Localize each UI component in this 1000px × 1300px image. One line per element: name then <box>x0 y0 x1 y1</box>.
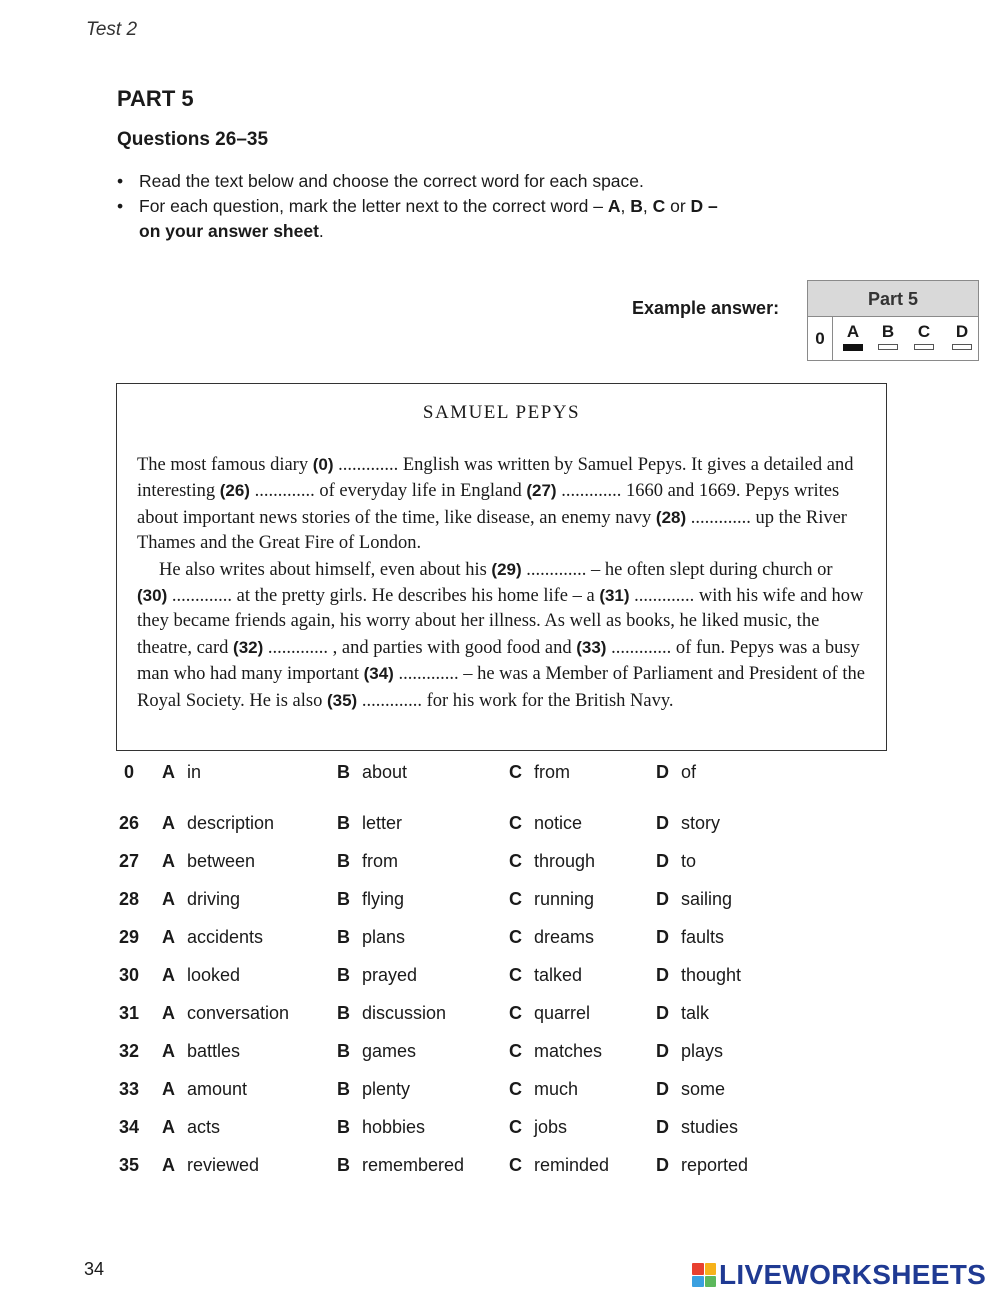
option-b[interactable] <box>337 1041 416 1062</box>
option-letter: C <box>509 1079 522 1099</box>
gap-number: (26) <box>219 481 250 501</box>
option-word: running <box>534 889 595 909</box>
letter-a: A <box>607 196 621 216</box>
option-letter: D <box>656 1079 669 1099</box>
option-word: plenty <box>362 1079 411 1099</box>
part-title: PART 5 <box>117 86 194 111</box>
option-word: quarrel <box>534 1003 591 1023</box>
option-d[interactable] <box>656 851 696 872</box>
example-answer-box <box>807 280 979 361</box>
option-letter: A <box>162 965 175 985</box>
gap-number: (28) <box>655 507 687 527</box>
option-b[interactable] <box>337 927 405 948</box>
liveworksheets-logo-icon <box>692 1263 716 1287</box>
option-d[interactable] <box>656 965 741 986</box>
instruction-item <box>117 169 817 194</box>
option-letter: C <box>509 1003 522 1023</box>
option-c[interactable] <box>509 1003 590 1024</box>
option-b[interactable] <box>337 813 402 834</box>
text-segment: ............. – he was a Member of Parliament and President of the Royal Society. He is also <box>137 664 865 711</box>
option-word: acts <box>187 1117 221 1137</box>
gap-number: (32) <box>233 637 264 657</box>
option-a[interactable] <box>162 965 240 986</box>
option-letter: C <box>509 927 522 947</box>
option-word: plays <box>681 1041 724 1061</box>
option-letter: A <box>162 1079 175 1099</box>
option-word: jobs <box>534 1117 568 1137</box>
option-word: sailing <box>681 889 733 909</box>
option-word: in <box>187 762 202 782</box>
option-d[interactable] <box>656 1117 738 1138</box>
separator: – <box>703 196 718 216</box>
option-a[interactable] <box>162 762 201 783</box>
option-c[interactable] <box>509 965 582 986</box>
option-word: reported <box>681 1155 749 1175</box>
question-row <box>0 1003 1000 1033</box>
test-label: Test 2 <box>86 19 138 40</box>
option-word: letter <box>362 813 403 833</box>
option-word: matches <box>534 1041 603 1061</box>
question-row <box>0 1155 1000 1185</box>
option-word: accidents <box>187 927 264 947</box>
text-segment: ............. up the River Thames and the Great Fire of London. <box>137 507 847 554</box>
page-number: 34 <box>84 1259 105 1279</box>
questions-range: Questions 26–35 <box>117 129 269 150</box>
gap-number: (34) <box>363 664 394 684</box>
text-segment: ............. 1660 and 1669. Pepys writes about important news stories of the time, like disease, an enemy navy <box>137 481 840 528</box>
option-word: reminded <box>534 1155 610 1175</box>
filled-bubble-icon <box>843 344 863 351</box>
option-letter: A <box>162 1041 175 1061</box>
option-word: to <box>681 851 697 871</box>
question-row <box>0 762 1000 792</box>
separator: or <box>665 196 691 216</box>
option-c[interactable] <box>509 889 594 910</box>
option-c[interactable] <box>509 927 594 948</box>
brand-name: LIVEWORKSHEETS <box>719 1259 987 1290</box>
option-word: some <box>681 1079 726 1099</box>
text-segment: ............. – he often slept during church or <box>521 559 833 580</box>
option-b[interactable] <box>337 889 404 910</box>
option-letter: D <box>656 927 669 947</box>
reading-title: SAMUEL PEPYS <box>422 402 581 423</box>
option-word: of <box>681 762 697 782</box>
example-answer-label: Example answer: <box>632 298 780 318</box>
option-c[interactable] <box>509 813 582 834</box>
option-c[interactable] <box>509 1079 578 1100</box>
option-letter: D <box>656 1041 669 1061</box>
example-number: 0 <box>808 317 833 361</box>
separator: , <box>620 196 631 216</box>
option-letter: D <box>656 1117 669 1137</box>
option-letter: C <box>509 1155 522 1175</box>
option-b[interactable] <box>337 1155 464 1176</box>
paragraph-1 <box>137 452 867 557</box>
option-c[interactable] <box>509 851 595 872</box>
option-b[interactable] <box>337 851 398 872</box>
option-letter: B <box>337 851 350 871</box>
option-word: description <box>187 813 275 833</box>
option-d[interactable] <box>656 1003 709 1024</box>
gap-number: (33) <box>576 637 607 657</box>
option-word: conversation <box>187 1003 290 1023</box>
option-letter: D <box>656 1155 669 1175</box>
option-word: games <box>362 1041 417 1061</box>
logo-square <box>705 1276 717 1288</box>
option-word: flying <box>362 889 405 909</box>
option-c[interactable] <box>509 1041 602 1062</box>
option-d[interactable] <box>656 927 724 948</box>
question-number: 28 <box>118 889 140 909</box>
option-letter: C <box>509 1041 522 1061</box>
option-word: plans <box>362 927 406 947</box>
instruction-text: For each question, mark the letter next to the correct word – <box>139 196 608 216</box>
option-letter: B <box>337 813 350 833</box>
question-number: 31 <box>118 1003 140 1023</box>
option-letter: C <box>509 965 522 985</box>
instruction-bold: on your answer sheet <box>139 221 319 241</box>
option-word: talk <box>681 1003 710 1023</box>
option-letter: D <box>656 889 669 909</box>
option-word: between <box>187 851 256 871</box>
question-row <box>0 1117 1000 1147</box>
option-letter: C <box>509 1117 522 1137</box>
instructions-list <box>117 169 817 244</box>
option-letter: D <box>656 965 669 985</box>
option-d[interactable] <box>656 1041 723 1062</box>
option-word: faults <box>681 927 725 947</box>
example-letter: D <box>955 322 969 341</box>
paragraph-2 <box>137 557 867 714</box>
option-letter: B <box>337 927 350 947</box>
option-a[interactable] <box>162 813 274 834</box>
option-a[interactable] <box>162 1003 289 1024</box>
text-segment: ............. at the pretty girls. He describes his home life – a <box>167 586 600 607</box>
option-d[interactable] <box>656 762 696 783</box>
option-word: battles <box>187 1041 241 1061</box>
liveworksheets-brand <box>692 1258 986 1292</box>
option-word: thought <box>681 965 742 985</box>
option-letter: D <box>656 762 669 782</box>
example-option-a <box>841 322 865 351</box>
option-letter: B <box>337 889 350 909</box>
option-word: through <box>534 851 596 871</box>
option-a[interactable] <box>162 1041 240 1062</box>
option-word: remembered <box>362 1155 465 1175</box>
text-segment: ............. of everyday life in England <box>249 481 527 502</box>
question-number: 32 <box>118 1041 140 1061</box>
gap-number: (30) <box>137 586 168 606</box>
example-letter: A <box>846 322 860 341</box>
question-row <box>0 965 1000 995</box>
option-c[interactable] <box>509 1155 609 1176</box>
example-header: Part 5 <box>808 281 978 317</box>
question-number: 33 <box>118 1079 140 1099</box>
option-a[interactable] <box>162 1117 220 1138</box>
option-letter: B <box>337 965 350 985</box>
question-row <box>0 813 1000 843</box>
empty-bubble-icon <box>878 344 898 350</box>
question-number: 29 <box>118 927 140 947</box>
text-segment: He also writes about himself, even about his <box>159 559 492 580</box>
option-word: dreams <box>534 927 595 947</box>
option-a[interactable] <box>162 851 255 872</box>
letter-b: B <box>630 196 643 216</box>
question-row <box>0 1041 1000 1071</box>
separator: , <box>642 196 653 216</box>
option-letter: B <box>337 1155 350 1175</box>
option-word: hobbies <box>362 1117 426 1137</box>
text-segment: ............. English was written by Samuel Pepys. It gives a detailed and interesting <box>137 455 854 502</box>
example-option-b <box>876 322 900 350</box>
text-segment: ............. , and parties with good food and <box>263 637 577 658</box>
option-letter: C <box>509 762 522 782</box>
example-option-d <box>950 322 974 350</box>
option-c[interactable] <box>509 1117 567 1138</box>
option-letter: B <box>337 1117 350 1137</box>
gap-number: (35) <box>326 690 358 710</box>
gap-number: (27) <box>526 481 557 501</box>
instruction-text: Read the text below and choose the correct word for each space. <box>139 171 644 191</box>
option-letter: A <box>162 1155 175 1175</box>
option-b[interactable] <box>337 762 407 783</box>
example-body <box>808 317 978 361</box>
option-word: notice <box>534 813 583 833</box>
option-d[interactable] <box>656 813 720 834</box>
option-a[interactable] <box>162 1079 247 1100</box>
question-row <box>0 927 1000 957</box>
option-b[interactable] <box>337 965 417 986</box>
option-a[interactable] <box>162 889 240 910</box>
option-letter: B <box>337 1003 350 1023</box>
example-letter: C <box>917 322 931 341</box>
option-a[interactable] <box>162 927 263 948</box>
option-word: prayed <box>362 965 418 985</box>
option-letter: C <box>509 889 522 909</box>
text-segment: ............. with his wife and how they became friends again, his worry about her illness. As well as books, he liked music, the theatre, card <box>137 586 864 658</box>
example-option-c <box>912 322 936 350</box>
option-b[interactable] <box>337 1079 410 1100</box>
letter-d: D <box>690 196 704 216</box>
option-word: discussion <box>362 1003 447 1023</box>
option-letter: A <box>162 889 175 909</box>
empty-bubble-icon <box>914 344 934 350</box>
option-letter: C <box>509 851 522 871</box>
gap-number: (31) <box>599 586 630 606</box>
option-word: from <box>534 762 570 782</box>
text-segment: The most famous diary <box>137 455 313 475</box>
option-word: story <box>681 813 721 833</box>
option-c[interactable] <box>509 762 570 783</box>
text-segment: ............. of fun. Pepys was a busy man who had many important <box>137 637 860 685</box>
option-letter: A <box>162 762 175 782</box>
letter-c: C <box>652 196 666 216</box>
question-row <box>0 1079 1000 1109</box>
option-d[interactable] <box>656 1079 725 1100</box>
option-a[interactable] <box>162 1155 259 1176</box>
reading-text-box <box>116 383 887 751</box>
option-letter: A <box>162 1003 175 1023</box>
separator: . <box>318 221 324 241</box>
question-row <box>0 851 1000 881</box>
logo-square <box>705 1263 717 1275</box>
option-letter: B <box>337 1041 350 1061</box>
text-segment: ............. for his work for the British Navy. <box>357 690 674 711</box>
option-word: much <box>534 1079 579 1099</box>
reading-body <box>137 452 867 714</box>
option-letter: D <box>656 813 669 833</box>
option-b[interactable] <box>337 1003 446 1024</box>
question-row <box>0 889 1000 919</box>
option-letter: D <box>656 851 669 871</box>
gap-number: (0) <box>312 455 334 474</box>
option-b[interactable] <box>337 1117 425 1138</box>
option-word: about <box>362 762 408 782</box>
option-word: driving <box>187 889 241 909</box>
option-letter: A <box>162 851 175 871</box>
option-letter: C <box>509 813 522 833</box>
option-word: amount <box>187 1079 248 1099</box>
question-number: 34 <box>118 1117 140 1137</box>
logo-square <box>692 1276 704 1288</box>
option-word: looked <box>187 965 241 985</box>
option-letter: B <box>337 762 350 782</box>
example-letter: B <box>881 322 895 341</box>
question-number: 35 <box>118 1155 140 1175</box>
instruction-item <box>117 194 817 244</box>
option-d[interactable] <box>656 1155 748 1176</box>
option-word: reviewed <box>187 1155 260 1175</box>
option-word: from <box>362 851 398 871</box>
question-number: 30 <box>118 965 140 985</box>
question-number: 27 <box>118 851 140 871</box>
gap-number: (29) <box>491 559 522 579</box>
empty-bubble-icon <box>952 344 972 350</box>
option-letter: A <box>162 927 175 947</box>
option-letter: B <box>337 1079 350 1099</box>
option-letter: D <box>656 1003 669 1023</box>
option-letter: A <box>162 813 175 833</box>
option-letter: A <box>162 1117 175 1137</box>
option-d[interactable] <box>656 889 732 910</box>
logo-square <box>692 1263 704 1275</box>
option-word: studies <box>681 1117 739 1137</box>
option-word: talked <box>534 965 583 985</box>
question-number: 26 <box>118 813 140 833</box>
question-number: 0 <box>123 762 134 782</box>
